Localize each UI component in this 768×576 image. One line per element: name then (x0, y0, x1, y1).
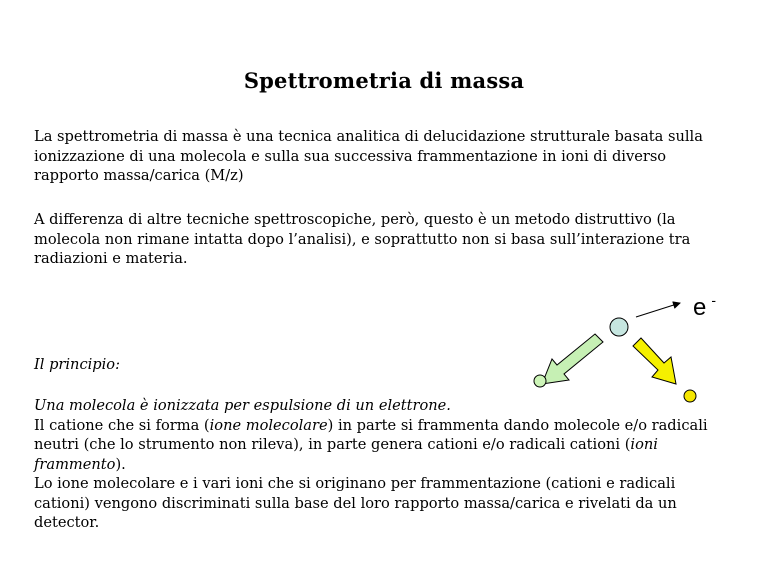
electron-symbol: e (693, 294, 707, 321)
difference-paragraph: A differenza di altre tecniche spettroscopiche, però, questo è un metodo distruttivo (la molecola non rimane intatta dopo l’analisi), e soprattutto non si basa sull’interazione tra radiazioni e materia. (34, 211, 691, 267)
neutral-fragment-arrow (542, 334, 603, 384)
principle-text-part1: Il catione che si forma ( (34, 416, 210, 434)
molecule-circle (610, 318, 628, 336)
page-title: Spettrometria di massa (243, 68, 525, 93)
electron-label (693, 286, 716, 322)
neutral-fragment-circle (534, 375, 546, 387)
principle-text-part4: Lo ione molecolare e i vari ioni che si originano per frammentazione (cationi e radicali cationi) vengono discriminati sulla base del loro rapporto massa/carica e rivelati da un detector. (34, 475, 677, 531)
principle-text-part3: ). (115, 455, 126, 473)
principle-text-part2: ) in parte si frammenta dando molecole e/o radicali neutri (che lo strumento non rileva), in parte genera cationi e/o radicali cationi ( (34, 416, 708, 453)
electron-ejection-arrow (636, 303, 680, 317)
principle-label: Il principio: (34, 356, 121, 373)
ion-fragment-arrow (633, 338, 676, 384)
fragment-ions-term: ioni frammento (34, 436, 658, 473)
electron-charge: - (711, 292, 717, 308)
intro-paragraph: La spettrometria di massa è una tecnica analitica di delucidazione strutturale basata sulla ionizzazione di una molecola e sulla sua successiva frammentazione in ioni di diverso rapporto massa/carica (M/z) (34, 128, 703, 184)
molecular-ion-term: ione molecolare (209, 416, 328, 434)
ionization-sentence: Una molecola è ionizzata per espulsione di un elettrone. (34, 397, 451, 414)
ion-fragment-circle (684, 390, 696, 402)
